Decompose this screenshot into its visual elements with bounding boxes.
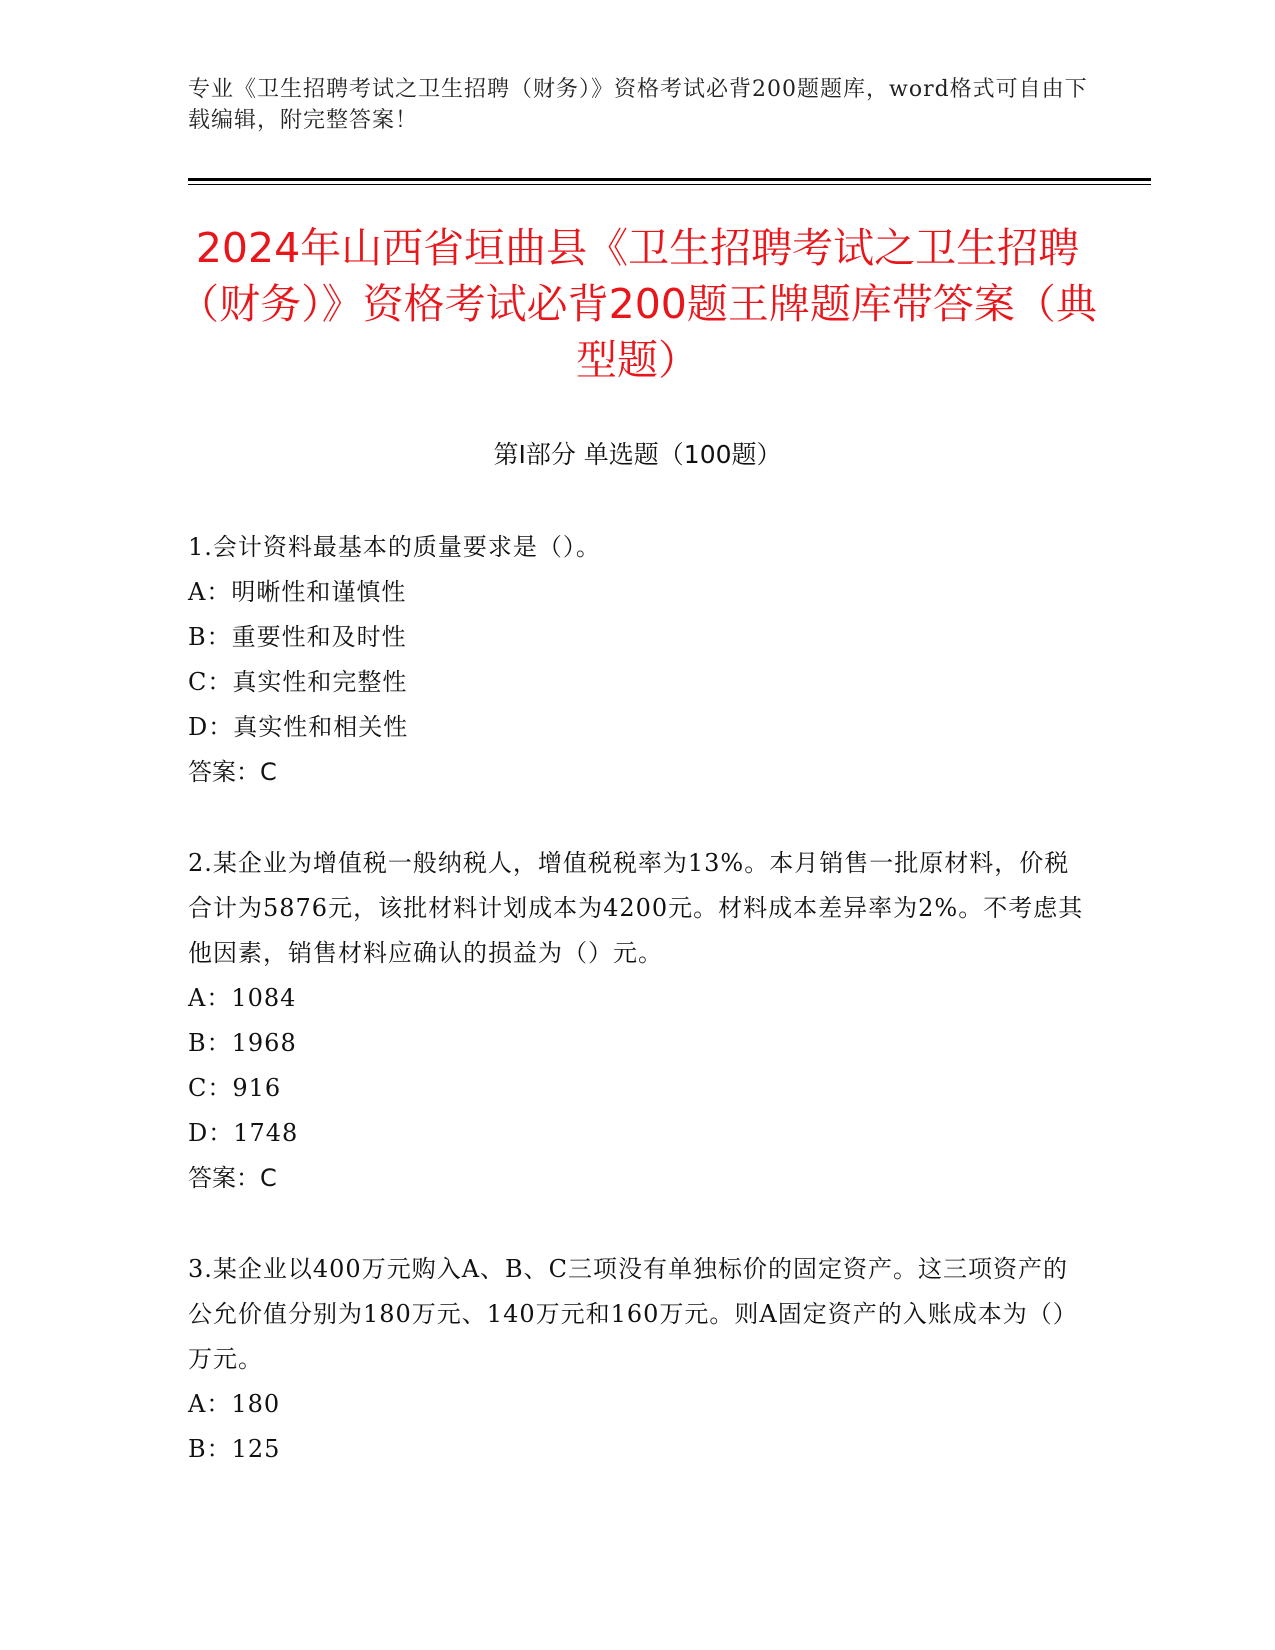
answer: 答案：C: [188, 758, 277, 786]
option-c: C：916: [188, 1074, 282, 1102]
question-stem: 3.某企业以400万元购入A、B、C三项没有单独标价的固定资产。这三项资产的公允价值分别为180万元、140万元和160万元。则A固定资产的入账成本为（）万元。: [188, 1255, 1078, 1373]
header-divider-thick: [188, 178, 1151, 181]
section-title: 第Ⅰ部分 单选题（100题）: [493, 440, 782, 469]
option-d: D：1748: [188, 1119, 299, 1147]
option-a: A：明晰性和谨慎性: [188, 578, 407, 606]
question-3: [188, 1247, 1088, 1472]
answer: 答案：C: [188, 1164, 277, 1192]
option-c: C：真实性和完整性: [188, 668, 408, 696]
question-1: [188, 525, 1088, 795]
option-d: D：真实性和相关性: [188, 713, 409, 741]
option-b: B：重要性和及时性: [188, 623, 407, 651]
option-b: B：125: [188, 1435, 281, 1463]
option-a: A：1084: [188, 984, 297, 1012]
question-2: [188, 841, 1088, 1201]
header-note: 专业《卫生招聘考试之卫生招聘（财务）》资格考试必背200题题库，word格式可自由下载编辑，附完整答案！: [188, 77, 1088, 133]
option-a: A：180: [188, 1390, 281, 1418]
question-stem: 2.某企业为增值税一般纳税人，增值税税率为13%。本月销售一批原材料，价税合计为5876元，该批材料计划成本为4200元。材料成本差异率为2%。不考虑其他因素，销售材料应确认的损益为（）元。: [188, 849, 1084, 967]
option-b: B：1968: [188, 1029, 297, 1057]
document-title: 2024年山西省垣曲县《卫生招聘考试之卫生招聘（财务）》资格考试必背200题王牌题库带答案（典型题）: [178, 224, 1097, 384]
header-divider-thin: [188, 184, 1151, 185]
question-list: [188, 525, 1088, 1518]
question-stem: 1.会计资料最基本的质量要求是（）。: [188, 533, 601, 561]
